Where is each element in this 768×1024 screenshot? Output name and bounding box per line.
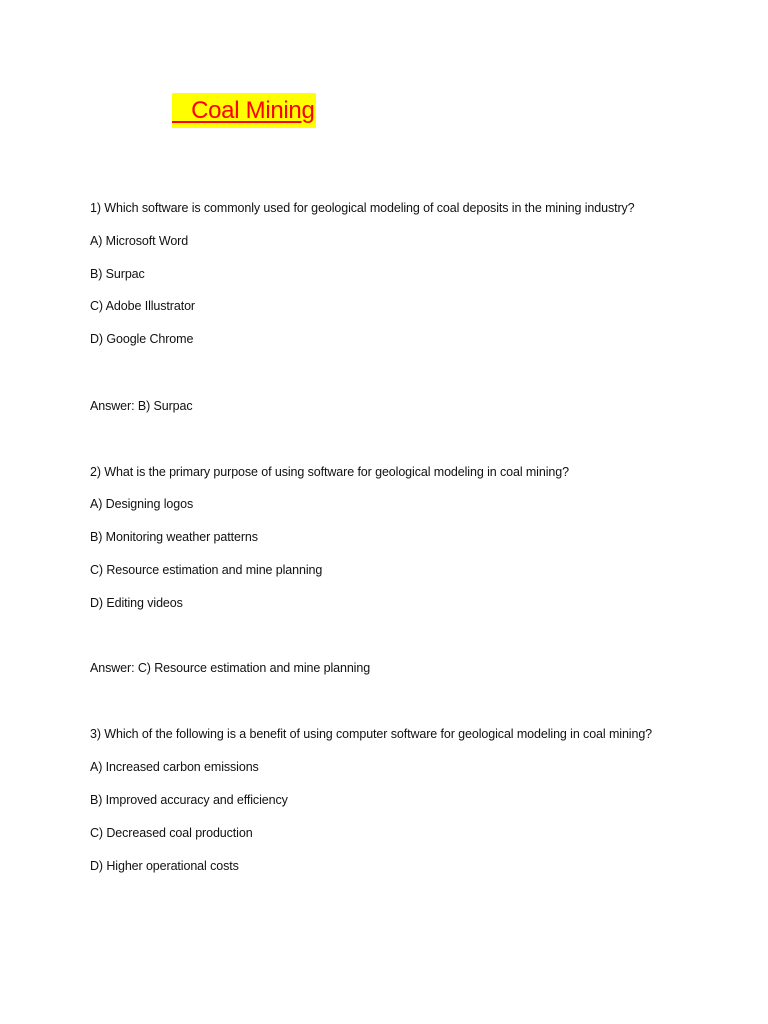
- question-3-option-a: A) Increased carbon emissions: [90, 760, 259, 774]
- question-2-option-b: B) Monitoring weather patterns: [90, 530, 258, 544]
- question-3-option-d: D) Higher operational costs: [90, 859, 239, 873]
- question-2-text: 2) What is the primary purpose of using software for geological modeling in coal mining?: [90, 465, 569, 479]
- question-2-option-a: A) Designing logos: [90, 497, 194, 511]
- question-2-answer: Answer: C) Resource estimation and mine planning: [90, 661, 371, 675]
- question-3-option-c: C) Decreased coal production: [90, 826, 253, 840]
- question-1-option-d: D) Google Chrome: [90, 332, 194, 346]
- question-1-option-b: B) Surpac: [90, 267, 145, 281]
- question-3-option-b: B) Improved accuracy and efficiency: [90, 793, 288, 807]
- title-highlight: [172, 93, 316, 128]
- question-1-option-a: A) Microsoft Word: [90, 234, 189, 248]
- document-title: Coal Mining: [172, 97, 315, 124]
- question-1-text: 1) Which software is commonly used for geological modeling of coal deposits in the mining industry?: [90, 201, 635, 215]
- question-2-option-d: D) Editing videos: [90, 596, 183, 610]
- question-1-option-c: C) Adobe Illustrator: [90, 299, 195, 313]
- question-3-text: 3) Which of the following is a benefit of using computer software for geological modeling in coal mining?: [90, 727, 653, 741]
- question-1-answer: Answer: B) Surpac: [90, 399, 193, 413]
- question-2-option-c: C) Resource estimation and mine planning: [90, 563, 323, 577]
